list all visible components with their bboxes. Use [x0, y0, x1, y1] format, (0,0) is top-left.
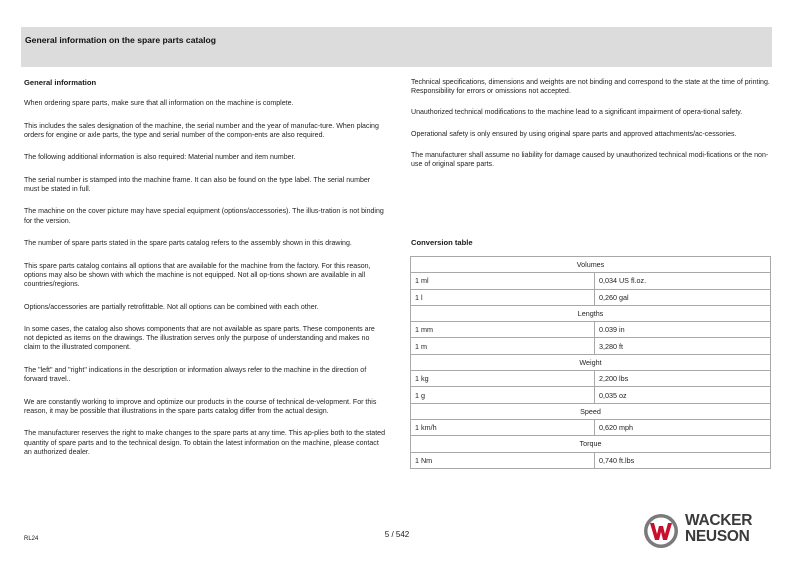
table-cell-value: 0,260 gal [595, 289, 771, 305]
paragraph: This includes the sales designation of the machine, the serial number and the year of manufac-ture. When placing orders for engine or axle parts, the type and serial number of the compon-ents are also required. [24, 122, 379, 139]
table-cell-unit: 1 ml [411, 273, 595, 289]
table-row [411, 289, 771, 305]
table-group-header: Volumes [411, 257, 771, 273]
conversion-table [410, 256, 771, 469]
header-bar [21, 27, 772, 67]
page-title: General information on the spare parts catalog [25, 35, 217, 45]
paragraph: The number of spare parts stated in the spare parts catalog refers to the assembly shown in this drawing. [24, 240, 352, 248]
paragraph: In some cases, the catalog also shows components that are not available as spare parts. These components are not depicted as items on the drawings. The illustration serves only the purpose of understanding and makes no claim to the illustrated component. [24, 326, 375, 352]
brand-wordmark [685, 513, 752, 545]
table-cell-unit: 1 g [411, 387, 595, 403]
table-row [411, 387, 771, 403]
paragraph: Options/accessories are partially retrofittable. Not all options can be combined with each other. [24, 303, 319, 311]
paragraph: When ordering spare parts, make sure that all information on the machine is complete. [24, 100, 294, 107]
section-title-general-information: General information [24, 78, 97, 87]
table-group-row [411, 403, 771, 419]
paragraph: Technical specifications, dimensions and weights are not binding and correspond to the state at the time of printing. Responsibility for errors or omissions not accepted. [411, 79, 770, 96]
page-number: 5 / 542 [384, 530, 410, 539]
table-cell-unit: 1 m [411, 338, 595, 354]
left-column [24, 78, 386, 470]
brand-line-1: WACKER [685, 512, 753, 529]
table-group-row [411, 257, 771, 273]
paragraph: The manufacturer shall assume no liability for damage caused by unauthorized technical modi-fications or the non-use of original spare parts. [411, 151, 769, 169]
table-row [411, 371, 771, 387]
table-row [411, 419, 771, 435]
table-row [411, 273, 771, 289]
document-code: RL24 [24, 536, 39, 542]
table-cell-unit: 1 km/h [411, 419, 595, 435]
brand-line-2: NEUSON [685, 528, 750, 545]
table-cell-value: 0,620 mph [595, 419, 771, 435]
table-cell-value: 0.039 in [595, 322, 771, 338]
table-row [411, 338, 771, 354]
table-row [411, 322, 771, 338]
table-group-row [411, 436, 771, 452]
conversion-table-title: Conversion table [411, 238, 473, 247]
paragraph: We are constantly working to improve and optimize our products in the course of technical de-velopment. For this reason, it may be possible that illustrations in the spare parts catalog differ from the actual design. [24, 398, 377, 415]
right-column [411, 78, 771, 181]
table-group-header: Torque [411, 436, 771, 452]
table-cell-value: 3,280 ft [595, 338, 771, 354]
table-group-header: Lengths [411, 305, 771, 321]
table-cell-unit: 1 kg [411, 371, 595, 387]
table-cell-unit: 1 l [411, 289, 595, 305]
paragraph: Unauthorized technical modifications to the machine lead to a significant impairment of opera-tional safety. [411, 109, 743, 117]
table-cell-value: 0,740 ft.lbs [595, 452, 771, 468]
paragraph: The "left" and "right" indications in the description or information always refer to the machine in the direction of forward travel.. [24, 366, 367, 384]
table-row [411, 452, 771, 468]
table-cell-unit: 1 mm [411, 322, 595, 338]
table-cell-value: 0,034 US fl.oz. [595, 273, 771, 289]
paragraph: Operational safety is only ensured by using original spare parts and approved attachments/ac-cessories. [411, 130, 737, 138]
table-group-row [411, 305, 771, 321]
table-cell-value: 0,035 oz [595, 387, 771, 403]
paragraph: The following additional information is also required: Material number and item number. [24, 154, 296, 162]
table-cell-unit: 1 Nm [411, 452, 595, 468]
paragraph: This spare parts catalog contains all options that are available for the machine from the factory. For this reason, options may also be shown with which the machine is not equipped. Not all op-tions shown are available in all countries/regions. [24, 262, 371, 289]
paragraph: The machine on the cover picture may have special equipment (options/accessories). The illus-tration is not binding for the version. [24, 208, 384, 225]
wacker-neuson-logo-icon [643, 513, 679, 549]
table-group-row [411, 354, 771, 370]
paragraph: The manufacturer reserves the right to make changes to the spare parts at any time. This ap-plies both to the stated quantity of spare parts and to the technical design. To obtain the latest information on the machine, please contact an authorized dealer. [24, 430, 386, 456]
table-group-header: Weight [411, 354, 771, 370]
table-cell-value: 2,200 lbs [595, 371, 771, 387]
paragraph: The serial number is stamped into the machine frame. It can also be found on the type label. The serial number must be stated in full. [24, 176, 371, 193]
table-group-header: Speed [411, 403, 771, 419]
